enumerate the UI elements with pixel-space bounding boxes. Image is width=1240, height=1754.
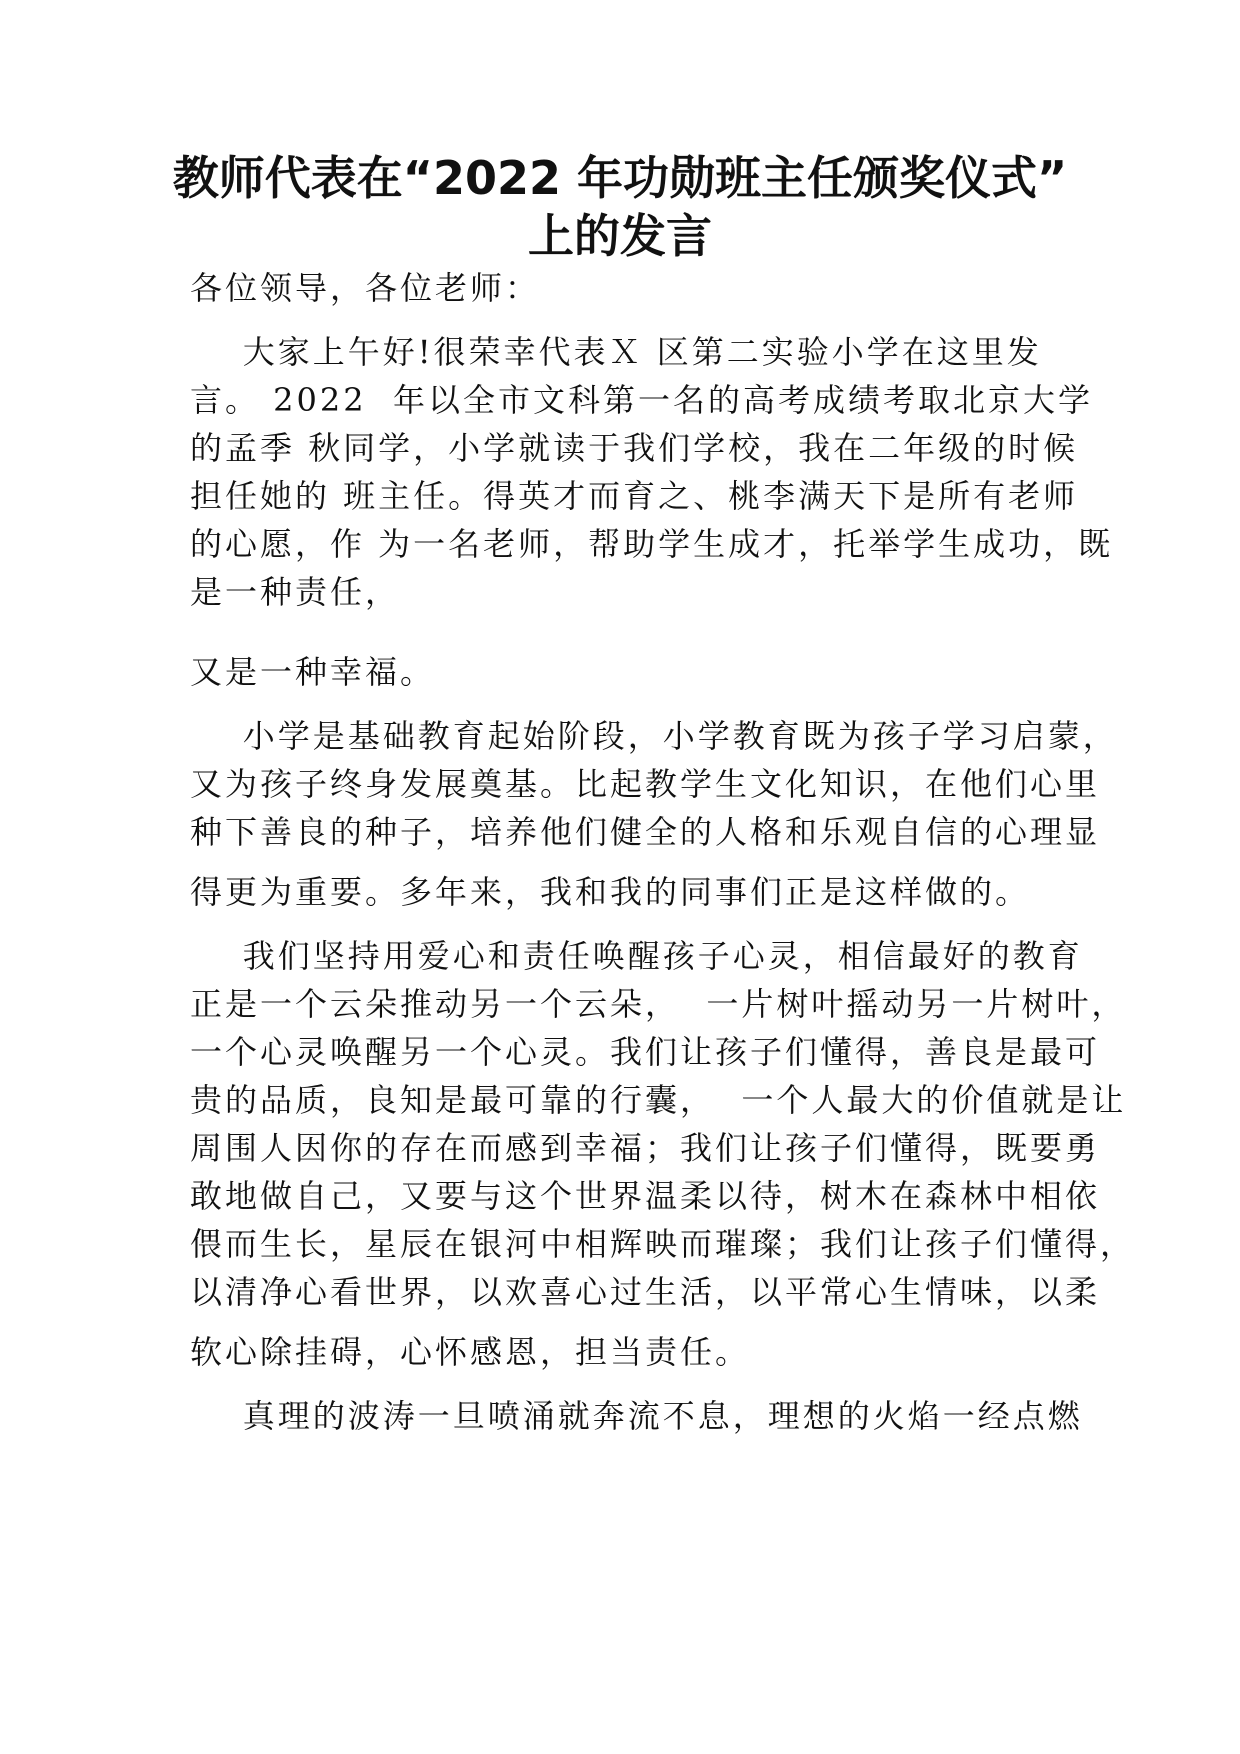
paragraph-line: 真理的波涛一旦喷涌就奔流不息，理想的火焰一经点燃 (190, 1397, 1083, 1435)
paragraph-line: 又为孩子终身发展奠基。比起教学生文化知识，在他们心里 (190, 765, 1101, 803)
paragraph-line: 一个心灵唤醒另一个心灵。我们让孩子们懂得，善良是最可 (190, 1033, 1101, 1071)
paragraph-line: 周围人因你的存在而感到幸福；我们让孩子们懂得，既要勇 (190, 1129, 1101, 1167)
paragraph-line: 贵的品质，良知是最可靠的行囊， 一个人最大的价值就是让 (190, 1081, 1127, 1119)
paragraph-line: 以清净心看世界，以欢喜心过生活，以平常心生情味，以柔 (190, 1273, 1101, 1311)
salutation: 各位领导，各位老师： (190, 269, 541, 307)
paragraph-line: 得更为重要。多年来，我和我的同事们正是这样做的。 (190, 873, 1031, 911)
paragraph-line: 的心愿，作 为一名老师，帮助学生成才，托举学生成功，既 (190, 525, 1114, 563)
page-title-line-2: 上的发言 (528, 209, 712, 263)
paragraph-line: 又是一种幸福。 (190, 653, 436, 691)
paragraph-line: 种下善良的种子，培养他们健全的人格和乐观自信的心理显 (190, 813, 1101, 851)
page-title-line-1: 教师代表在“2022 年功勋班主任颁奖仪式” (172, 151, 1068, 205)
paragraph-line: 言。 2022 年以全市文科第一名的高考成绩考取北京大学 (190, 381, 1093, 419)
paragraph-line: 大家上午好!很荣幸代表Ｘ 区第二实验小学在这里发 (190, 333, 1042, 371)
paragraph-line: 担任她的 班主任。得英才而育之、桃李满天下是所有老师 (190, 477, 1079, 515)
paragraph-line: 软心除挂碍，心怀感恩，担当责任。 (190, 1333, 751, 1371)
paragraph-line: 的孟季 秋同学，小学就读于我们学校，我在二年级的时候 (190, 429, 1079, 467)
paragraph-line: 是一种责任， (190, 573, 401, 611)
paragraph-line: 小学是基础教育起始阶段，小学教育既为孩子学习启蒙， (190, 717, 1118, 755)
paragraph-line: 正是一个云朵推动另一个云朵， 一片树叶摇动另一片树叶， (190, 985, 1127, 1023)
paragraph-line: 偎而生长，星辰在银河中相辉映而璀璨；我们让孩子们懂得， (190, 1225, 1136, 1263)
paragraph-line: 敢地做自己，又要与这个世界温柔以待，树木在森林中相依 (190, 1177, 1101, 1215)
paragraph-line: 我们坚持用爱心和责任唤醒孩子心灵，相信最好的教育 (190, 937, 1083, 975)
